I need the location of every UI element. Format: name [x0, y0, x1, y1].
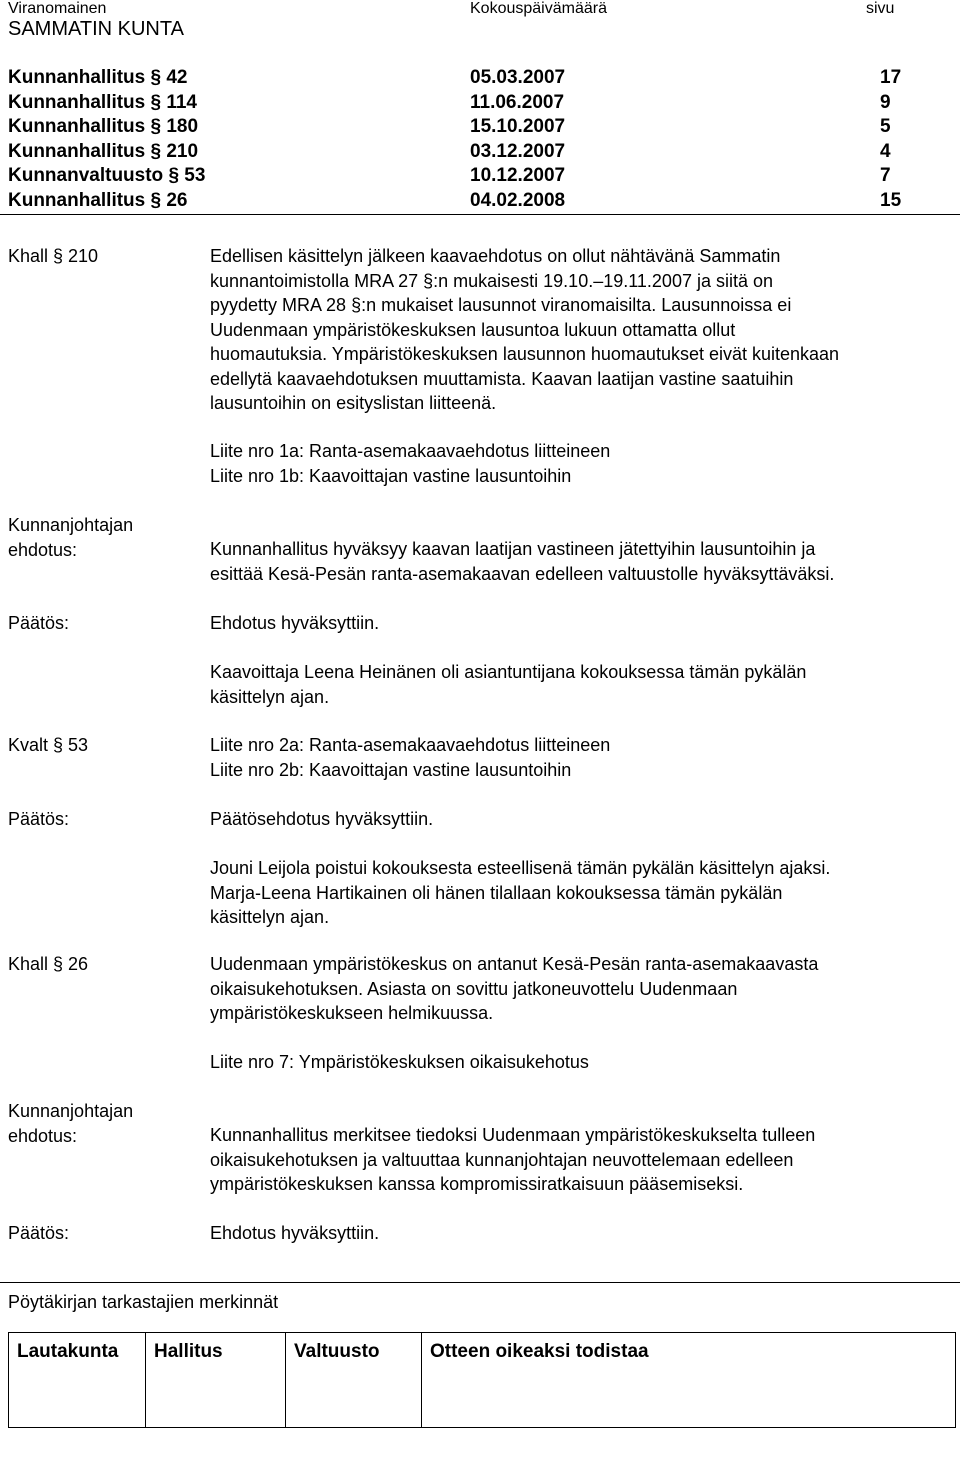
index-date: 03.12.2007 — [470, 140, 566, 162]
body-line: pyydetty MRA 28 §:n mukaiset lausunnot viranomaisilta. Lausunnoissa ei — [210, 295, 792, 315]
index-body: Kunnanhallitus § 26 — [8, 189, 188, 211]
body-line: kunnantoimistolla MRA 27 §:n mukaisesti 19.10.–19.11.2007 ja siitä on — [210, 270, 774, 291]
attachment-line: Liite nro 1a: Ranta-asemakaavaehdotus liitteineen — [210, 441, 611, 461]
index-body: Kunnanhallitus § 180 — [8, 116, 199, 137]
body-line: oikaisukehotuksen. Asiasta on sovittu jatkoneuvottelu Uudenmaan — [210, 978, 738, 999]
body-line: ympäristökeskukseen helmikuussa. — [210, 1003, 494, 1023]
proposal-line: esittää Kesä-Pesän ranta-asemakaavan edelleen valtuustolle hyväksyttäväksi. — [210, 563, 835, 584]
index-date: 04.02.2008 — [470, 189, 566, 211]
section-label: Khall § 210 — [8, 246, 99, 266]
proposal-text — [210, 1123, 815, 1197]
index-page: 17 — [880, 67, 902, 88]
index-date: 05.03.2007 — [470, 67, 566, 88]
index-date: 15.10.2007 — [470, 116, 566, 137]
page-label: sivu — [866, 0, 895, 17]
index-body: Kunnanhallitus § 210 — [8, 140, 199, 162]
index-page: 4 — [880, 140, 891, 162]
proposal-label-line: Kunnanjohtajan — [8, 1101, 134, 1121]
note-line: Kaavoittaja Leena Heinänen oli asiantuntijana kokouksessa tämän pykälän — [210, 662, 807, 682]
proposal-text — [210, 537, 834, 586]
attachment-line: Liite nro 1b: Kaavoittajan vastine lausuntoihin — [210, 465, 572, 486]
index-date: 11.06.2007 — [470, 91, 565, 113]
section-body — [210, 952, 818, 1026]
proposal-label-line: ehdotus: — [8, 539, 78, 560]
authority-name: SAMMATIN KUNTA — [8, 18, 184, 40]
proposal-line: ympäristökeskuksen kanssa kompromissiratkaisuun pääsemiseksi. — [210, 1174, 744, 1194]
decision-text: Ehdotus hyväksyttiin. — [210, 613, 380, 633]
footer-divider — [0, 1282, 960, 1283]
decision-label: Päätös: — [8, 613, 70, 633]
body-line: Edellisen käsittelyn jälkeen kaavaehdotus on ollut nähtävänä Sammatin — [210, 246, 781, 266]
signature-cell-valtuusto: Valtuusto — [286, 1333, 422, 1428]
note-text — [210, 660, 806, 709]
signature-table — [8, 1332, 956, 1428]
decision-text: Ehdotus hyväksyttiin. — [210, 1223, 380, 1243]
decision-text: Päätösehdotus hyväksyttiin. — [210, 809, 434, 829]
signature-cell-lautakunta: Lautakunta — [9, 1333, 146, 1428]
decision-label: Päätös: — [8, 809, 70, 829]
body-line: huomautuksia. Ympäristökeskuksen lausunnon huomautukset eivät kuitenkaan — [210, 344, 840, 364]
proposal-line: Kunnanhallitus hyväksyy kaavan laatijan vastineen jätettyihin lausuntoihin ja — [210, 539, 816, 559]
attachment-line: Liite nro 2b: Kaavoittajan vastine lausuntoihin — [210, 759, 572, 780]
section-label: Kvalt § 53 — [8, 735, 89, 755]
attachment-list — [210, 733, 610, 782]
note-line: Jouni Leijola poistui kokouksesta esteellisenä tämän pykälän käsittelyn ajaksi. — [210, 858, 831, 878]
index-page: 9 — [880, 91, 891, 113]
index-body: Kunnanhallitus § 42 — [8, 67, 188, 88]
attachment-line: Liite nro 2a: Ranta-asemakaavaehdotus liitteineen — [210, 735, 611, 755]
note-text — [210, 856, 830, 930]
index-body: Kunnanvaltuusto § 53 — [8, 165, 206, 186]
proposal-label — [8, 1099, 133, 1148]
index-date: 10.12.2007 — [470, 165, 566, 186]
index-divider — [0, 214, 960, 215]
proposal-line: oikaisukehotuksen ja valtuuttaa kunnanjohtajan neuvottelemaan edelleen — [210, 1149, 794, 1170]
footer-title: Pöytäkirjan tarkastajien merkinnät — [8, 1292, 279, 1312]
signature-cell-hallitus: Hallitus — [146, 1333, 286, 1428]
body-line: Uudenmaan ympäristökeskuksen lausuntoa lukuun ottamatta ollut — [210, 319, 736, 340]
section-label: Khall § 26 — [8, 954, 89, 974]
date-label: Kokouspäivämäärä — [470, 0, 607, 17]
authority-label: Viranomainen — [8, 0, 107, 17]
index-body: Kunnanhallitus § 114 — [8, 91, 197, 113]
note-line: Marja-Leena Hartikainen oli hänen tilallaan kokouksessa tämän pykälän — [210, 882, 783, 903]
index-page: 5 — [880, 116, 891, 137]
proposal-line: Kunnanhallitus merkitsee tiedoksi Uudenmaan ympäristökeskukselta tulleen — [210, 1125, 816, 1145]
signature-cell-certification: Otteen oikeaksi todistaa — [422, 1333, 956, 1428]
section-body — [210, 244, 839, 416]
attachment-list — [210, 439, 610, 488]
note-line: käsittelyn ajan. — [210, 686, 330, 707]
attachment-line: Liite nro 7: Ympäristökeskuksen oikaisukehotus — [210, 1052, 589, 1072]
index-page: 15 — [880, 189, 902, 211]
body-line: edellytä kaavaehdotuksen muuttamista. Kaavan laatijan vastine saatuihin — [210, 368, 794, 389]
index-page: 7 — [880, 165, 891, 186]
note-line: käsittelyn ajan. — [210, 907, 330, 927]
proposal-label — [8, 513, 133, 562]
proposal-label-line: Kunnanjohtajan — [8, 515, 134, 535]
body-line: Uudenmaan ympäristökeskus on antanut Kesä-Pesän ranta-asemakaavasta — [210, 954, 819, 974]
proposal-label-line: ehdotus: — [8, 1125, 78, 1146]
body-line: lausuntoihin on esityslistan liitteenä. — [210, 393, 497, 413]
decision-label: Päätös: — [8, 1223, 70, 1243]
